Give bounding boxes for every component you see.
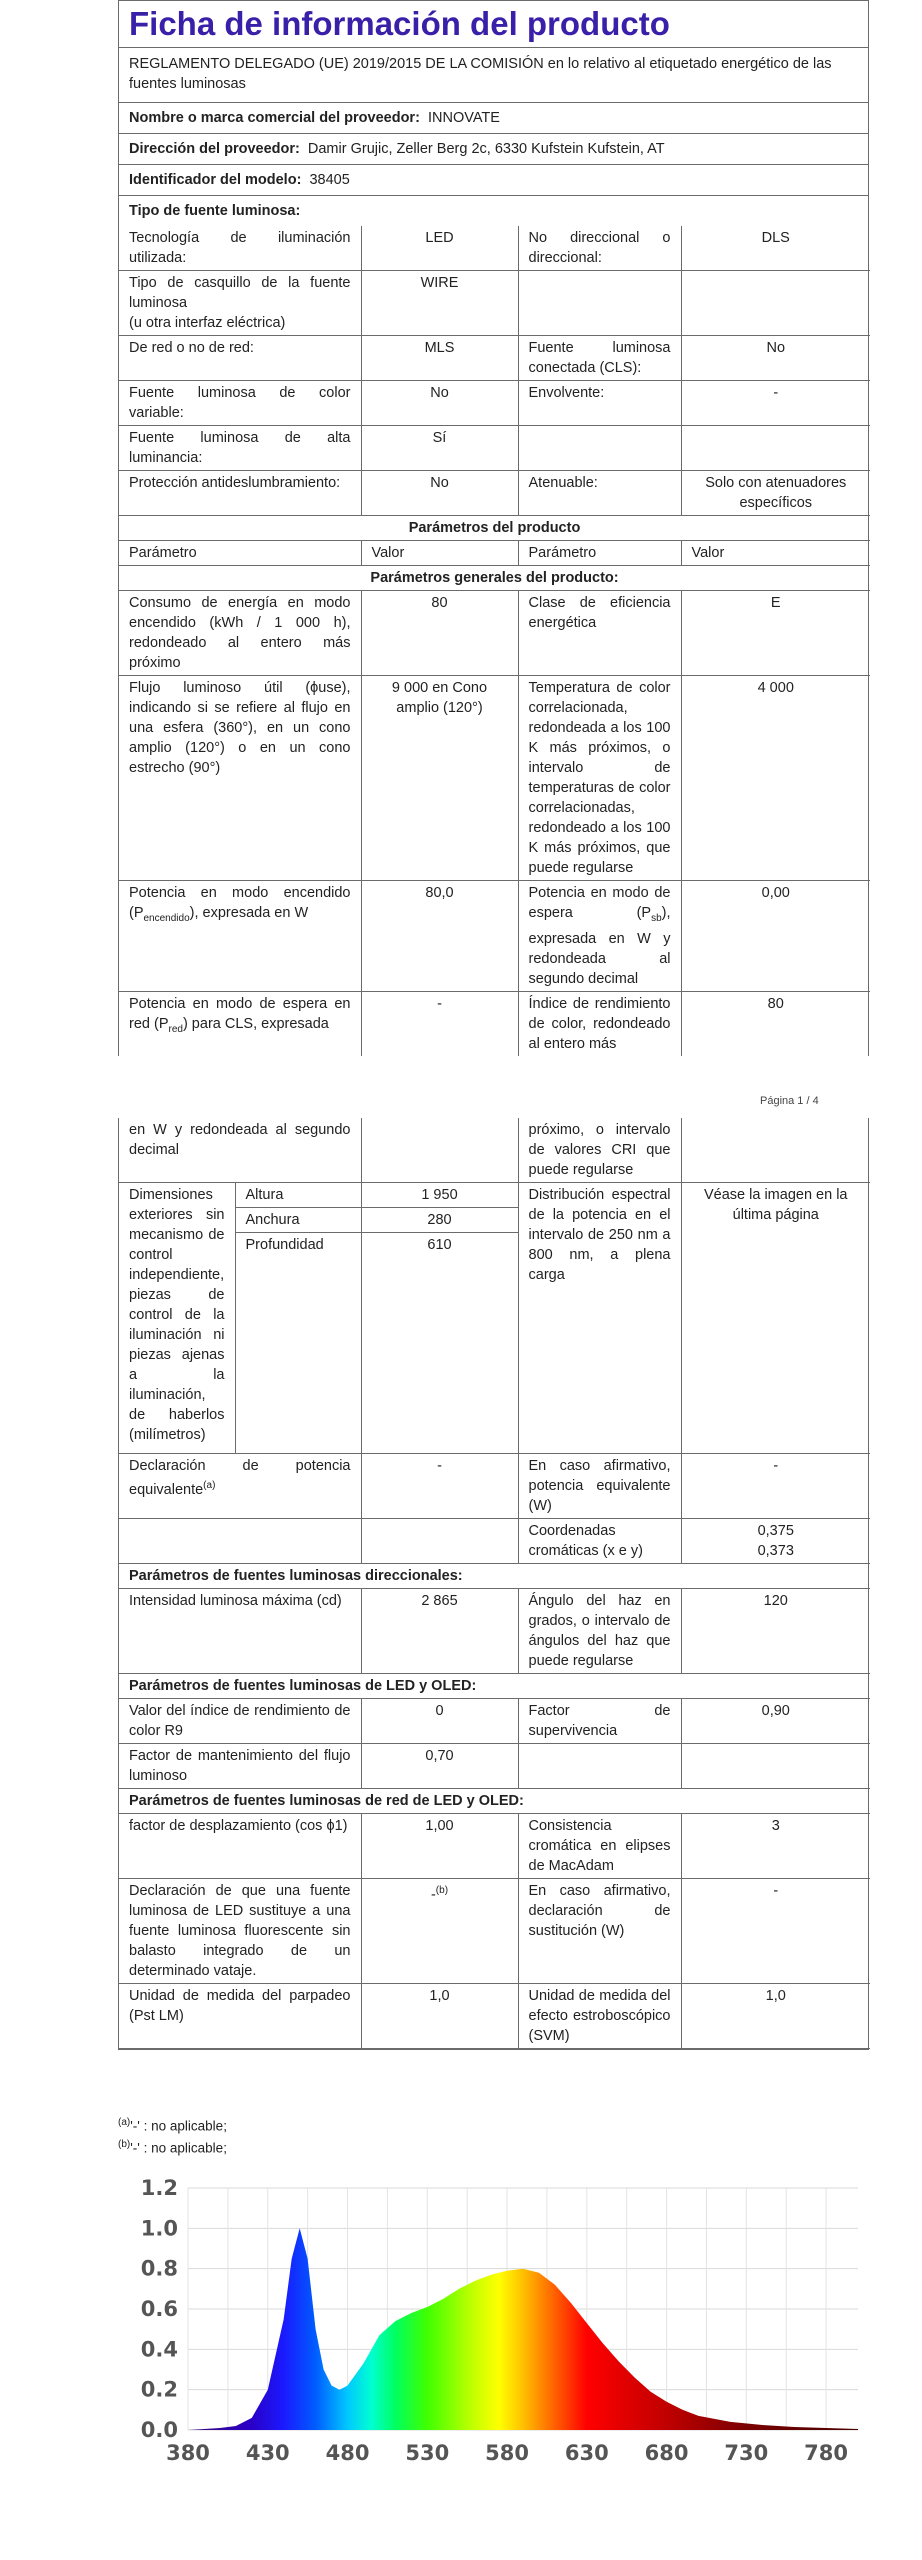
y-tick-label: 0.8 xyxy=(140,2256,178,2281)
chroma-y: 0,373 xyxy=(757,1543,794,1559)
supplier-name: INNOVATE xyxy=(427,110,500,126)
table-row xyxy=(119,516,870,541)
chroma-label: Coordenadas cromáticas (x e y) xyxy=(518,1519,681,1564)
footnote-b-mark: (b) xyxy=(118,2139,131,2150)
table-row xyxy=(119,1699,870,1744)
standby-label-b: ), expresada en W y redondeada al segundo decimal xyxy=(528,905,671,987)
table-row xyxy=(119,1789,870,1814)
cos-phi-value: 1,00 xyxy=(361,1814,518,1879)
on-power-label-b: ), expresada en W xyxy=(189,905,309,921)
mains-value: MLS xyxy=(361,336,518,381)
anti-glare-label: Protección antideslumbramiento: xyxy=(119,471,361,516)
depth-value: 610 xyxy=(361,1233,518,1454)
table-row xyxy=(119,1879,870,1984)
replacement2-value: - xyxy=(681,1879,870,1984)
x-tick-label: 730 xyxy=(724,2441,769,2465)
equivalent-power-value: - xyxy=(361,1454,518,1519)
footnote-a xyxy=(118,2117,227,2134)
equivalent-power-text: Declaración de potencia equivalente xyxy=(129,1458,351,1498)
y-tick-label: 1.2 xyxy=(140,2176,178,2200)
empty-cell xyxy=(518,271,681,336)
maintenance-label: Factor de mantenimiento del flujo luminoso xyxy=(119,1744,361,1789)
empty-cell xyxy=(361,1519,518,1564)
survival-label: Factor de supervivencia xyxy=(518,1699,681,1744)
params-table-2 xyxy=(119,1118,870,2049)
on-power-value: 80,0 xyxy=(361,881,518,992)
equivalent-power2-value: - xyxy=(681,1454,870,1519)
table-row xyxy=(119,1118,870,1183)
x-tick-label: 630 xyxy=(564,2441,609,2465)
supplier-label: Nombre o marca comercial del proveedor: xyxy=(129,110,420,126)
cct-label: Temperatura de color correlacionada, redondeada a los 100 K más próximos, o intervalo de temperaturas de color correlacionadas, redondeado a los 100 K más próximos, que puede regularse xyxy=(518,676,681,881)
table-row xyxy=(119,1564,870,1589)
col-header-value: Valor xyxy=(681,541,870,566)
empty-cell xyxy=(361,1118,518,1183)
on-power-sub: encendido xyxy=(143,912,190,924)
cls-label: Fuente luminosa conectada (CLS): xyxy=(518,336,681,381)
net-standby-label-b: ) para CLS, expresada xyxy=(182,1015,329,1032)
standby-label-a: Potencia en modo de espera (P xyxy=(528,885,671,921)
net-standby-sub: red xyxy=(168,1023,183,1035)
light-type-label: Tipo de fuente luminosa: xyxy=(129,203,301,219)
table-row xyxy=(119,1744,870,1789)
table-row xyxy=(119,541,870,566)
empty-cell xyxy=(518,426,681,471)
width-value: 280 xyxy=(361,1208,518,1233)
table-row xyxy=(119,1984,870,2049)
page-number: Página 1 / 4 xyxy=(760,1095,819,1107)
table-row xyxy=(119,566,870,591)
params-table-1 xyxy=(119,226,870,1056)
spd-label: Distribución espectral de la potencia en el intervalo de 250 nm a 800 nm, a plena carga xyxy=(518,1183,681,1454)
table-row xyxy=(119,1183,870,1208)
directional-heading: Parámetros de fuentes luminosas direccionales: xyxy=(119,1564,870,1589)
cap-label-text: Tipo de casquillo de la fuente luminosa xyxy=(129,275,351,311)
cos-phi-label: factor de desplazamiento (cos ϕ1) xyxy=(119,1814,361,1879)
flicker-label: Unidad de medida del parpadeo (Pst LM) xyxy=(119,1984,361,2049)
footnote-mark-a: (a) xyxy=(203,1480,216,1491)
cap-value: WIRE xyxy=(361,271,518,336)
address-row xyxy=(119,134,868,165)
survival-value: 0,90 xyxy=(681,1699,870,1744)
empty-cell xyxy=(681,426,870,471)
document-title: Ficha de información del producto xyxy=(119,1,868,48)
col-header-value: Valor xyxy=(361,541,518,566)
model-id: 38405 xyxy=(309,172,350,188)
cri-label-cont: próximo, o intervalo de valores CRI que puede regularse xyxy=(518,1118,681,1183)
empty-cell xyxy=(518,1744,681,1789)
y-tick-label: 0.0 xyxy=(140,2418,178,2442)
model-label: Identificador del modelo: xyxy=(129,172,302,188)
tech-label: Tecnología de iluminación utilizada: xyxy=(119,226,361,271)
net-standby-label xyxy=(119,991,361,1056)
mains-label: De red o no de red: xyxy=(119,336,361,381)
footnote-b xyxy=(118,2139,227,2156)
standby-power-label xyxy=(518,881,681,992)
table-row xyxy=(119,1814,870,1879)
tech-value: LED xyxy=(361,226,518,271)
y-tick-label: 0.2 xyxy=(140,2377,178,2402)
replacement2-label: En caso afirmativo, declaración de sustitución (W) xyxy=(518,1879,681,1984)
x-tick-label: 380 xyxy=(166,2441,210,2465)
equivalent-power2-label: En caso afirmativo, potencia equivalente (W) xyxy=(518,1454,681,1519)
energy-label: Consumo de energía en modo encendido (kWh / 1 000 h), redondeado al entero más próximo xyxy=(119,591,361,676)
y-tick-label: 0.4 xyxy=(140,2337,178,2362)
table-row xyxy=(119,336,870,381)
table-row xyxy=(119,471,870,516)
net-standby-label-cont: en W y redondeada al segundo decimal xyxy=(119,1118,361,1183)
cri-label: Índice de rendimiento de color, redondeado al entero más xyxy=(518,991,681,1056)
envelope-label: Envolvente: xyxy=(518,381,681,426)
mains-led-heading: Parámetros de fuentes luminosas de red de LED y OLED: xyxy=(119,1789,870,1814)
table-row xyxy=(119,381,870,426)
maintenance-value: 0,70 xyxy=(361,1744,518,1789)
standby-sub: sb xyxy=(651,912,662,924)
energy-value: 80 xyxy=(361,591,518,676)
cap-label xyxy=(119,271,361,336)
address-label: Dirección del proveedor: xyxy=(129,141,300,157)
cri-value: 80 xyxy=(681,991,870,1056)
beam-angle-value: 120 xyxy=(681,1589,870,1674)
stroboscopic-label: Unidad de medida del efecto estroboscópico (SVM) xyxy=(518,1984,681,2049)
macadam-value: 3 xyxy=(681,1814,870,1879)
macadam-label: Consistencia cromática en elipses de MacAdam xyxy=(518,1814,681,1879)
high-luminance-label: Fuente luminosa de alta luminancia: xyxy=(119,426,361,471)
empty-cell xyxy=(681,271,870,336)
col-header-param: Parámetro xyxy=(518,541,681,566)
x-tick-label: 480 xyxy=(325,2441,370,2465)
flux-value: 9 000 en Cono amplio (120°) xyxy=(361,676,518,881)
on-power-label xyxy=(119,881,361,992)
table-row xyxy=(119,1674,870,1699)
dimmable-value: Solo con atenuadores específicos xyxy=(681,471,870,516)
x-tick-label: 430 xyxy=(245,2441,290,2465)
empty-cell xyxy=(119,1519,361,1564)
flux-label: Flujo luminoso útil (ϕuse), indicando si se refiere al flujo en una esfera (360°), en un cono amplio (120°) o en un cono estrecho (90°) xyxy=(119,676,361,881)
table-row xyxy=(119,226,870,271)
y-tick-label: 1.0 xyxy=(140,2216,178,2241)
table-row xyxy=(119,271,870,336)
model-row xyxy=(119,165,868,196)
colour-tunable-label: Fuente luminosa de color variable: xyxy=(119,381,361,426)
spectral-distribution-chart xyxy=(118,2170,869,2470)
replacement-value xyxy=(361,1879,518,1984)
efficiency-class-label: Clase de eficiencia energética xyxy=(518,591,681,676)
net-standby-value: - xyxy=(361,991,518,1056)
direction-label: No direccional o direccional: xyxy=(518,226,681,271)
dimmable-label: Atenuable: xyxy=(518,471,681,516)
cap-label-note: (u otra interfaz eléctrica) xyxy=(129,315,286,331)
direction-value: DLS xyxy=(681,226,870,271)
r9-label: Valor del índice de rendimiento de color R9 xyxy=(119,1699,361,1744)
footnote-mark-b: (b) xyxy=(435,1885,449,1896)
beam-angle-label: Ángulo del haz en grados, o intervalo de ángulos del haz que puede regularse xyxy=(518,1589,681,1674)
x-tick-label: 530 xyxy=(405,2441,450,2465)
stroboscopic-value: 1,0 xyxy=(681,1984,870,2049)
height-value: 1 950 xyxy=(361,1183,518,1208)
dimensions-label: Dimensiones exteriores sin mecanismo de control independiente, piezas de control de la iluminación ni piezas ajenas a la iluminación, de haberlos (milímetros) xyxy=(119,1183,235,1454)
empty-cell xyxy=(681,1744,870,1789)
colour-tunable-value: No xyxy=(361,381,518,426)
equivalent-power-label xyxy=(119,1454,361,1519)
x-tick-label: 680 xyxy=(644,2441,689,2465)
cls-value: No xyxy=(681,336,870,381)
peak-intensity-label: Intensidad luminosa máxima (cd) xyxy=(119,1589,361,1674)
replacement-label: Declaración de que una fuente luminosa de LED sustituye a una fuente luminosa fluorescente sin balasto integrado de un determinado vataje. xyxy=(119,1879,361,1984)
spd-value: Véase la imagen en la última página xyxy=(681,1183,870,1454)
cct-value: 4 000 xyxy=(681,676,870,881)
general-params-heading: Parámetros generales del producto: xyxy=(119,566,870,591)
table-row xyxy=(119,426,870,471)
chroma-value xyxy=(681,1519,870,1564)
y-axis-labels xyxy=(141,2176,178,2442)
sheet-page-1 xyxy=(118,0,869,1056)
x-axis-labels xyxy=(166,2441,848,2465)
chroma-x: 0,375 xyxy=(757,1523,794,1539)
anti-glare-value: No xyxy=(361,471,518,516)
width-label: Anchura xyxy=(235,1208,361,1233)
supplier-row xyxy=(119,103,868,134)
col-header-param: Parámetro xyxy=(119,541,361,566)
replacement-dash: - xyxy=(430,1886,436,1903)
spectrum-svg xyxy=(118,2170,869,2470)
high-luminance-value: Sí xyxy=(361,426,518,471)
depth-label: Profundidad xyxy=(235,1233,361,1454)
table-row xyxy=(119,881,870,992)
footnote-b-text: '-' : no aplicable; xyxy=(130,2140,227,2156)
product-params-heading: Parámetros del producto xyxy=(119,516,870,541)
supplier-address: Damir Grujic, Zeller Berg 2c, 6330 Kufstein Kufstein, AT xyxy=(307,141,665,157)
height-label: Altura xyxy=(235,1183,361,1208)
empty-cell xyxy=(681,1118,870,1183)
y-tick-label: 0.6 xyxy=(140,2297,178,2321)
light-type-row xyxy=(119,196,868,226)
regulation-text: REGLAMENTO DELEGADO (UE) 2019/2015 DE LA COMISIÓN en lo relativo al etiquetado energético de las fuentes luminosas xyxy=(119,48,868,103)
footnote-a-mark: (a) xyxy=(118,2117,131,2128)
standby-power-value: 0,00 xyxy=(681,881,870,992)
x-tick-label: 580 xyxy=(485,2441,529,2465)
sheet-page-2 xyxy=(118,1118,869,2050)
footnote-a-text: '-' : no aplicable; xyxy=(130,2118,227,2134)
envelope-value: - xyxy=(681,381,870,426)
table-row xyxy=(119,991,870,1056)
net-standby-label-a: Potencia en modo de espera en red (P xyxy=(129,995,351,1032)
flicker-value: 1,0 xyxy=(361,1984,518,2049)
peak-intensity-value: 2 865 xyxy=(361,1589,518,1674)
efficiency-class-value: E xyxy=(681,591,870,676)
table-row xyxy=(119,676,870,881)
x-tick-label: 780 xyxy=(804,2441,849,2465)
r9-value: 0 xyxy=(361,1699,518,1744)
on-power-label-a: Potencia en modo encendido (P xyxy=(129,885,351,921)
table-row xyxy=(119,1519,870,1564)
table-row xyxy=(119,1454,870,1519)
table-row xyxy=(119,1589,870,1674)
led-oled-heading: Parámetros de fuentes luminosas de LED y OLED: xyxy=(119,1674,870,1699)
table-row xyxy=(119,591,870,676)
